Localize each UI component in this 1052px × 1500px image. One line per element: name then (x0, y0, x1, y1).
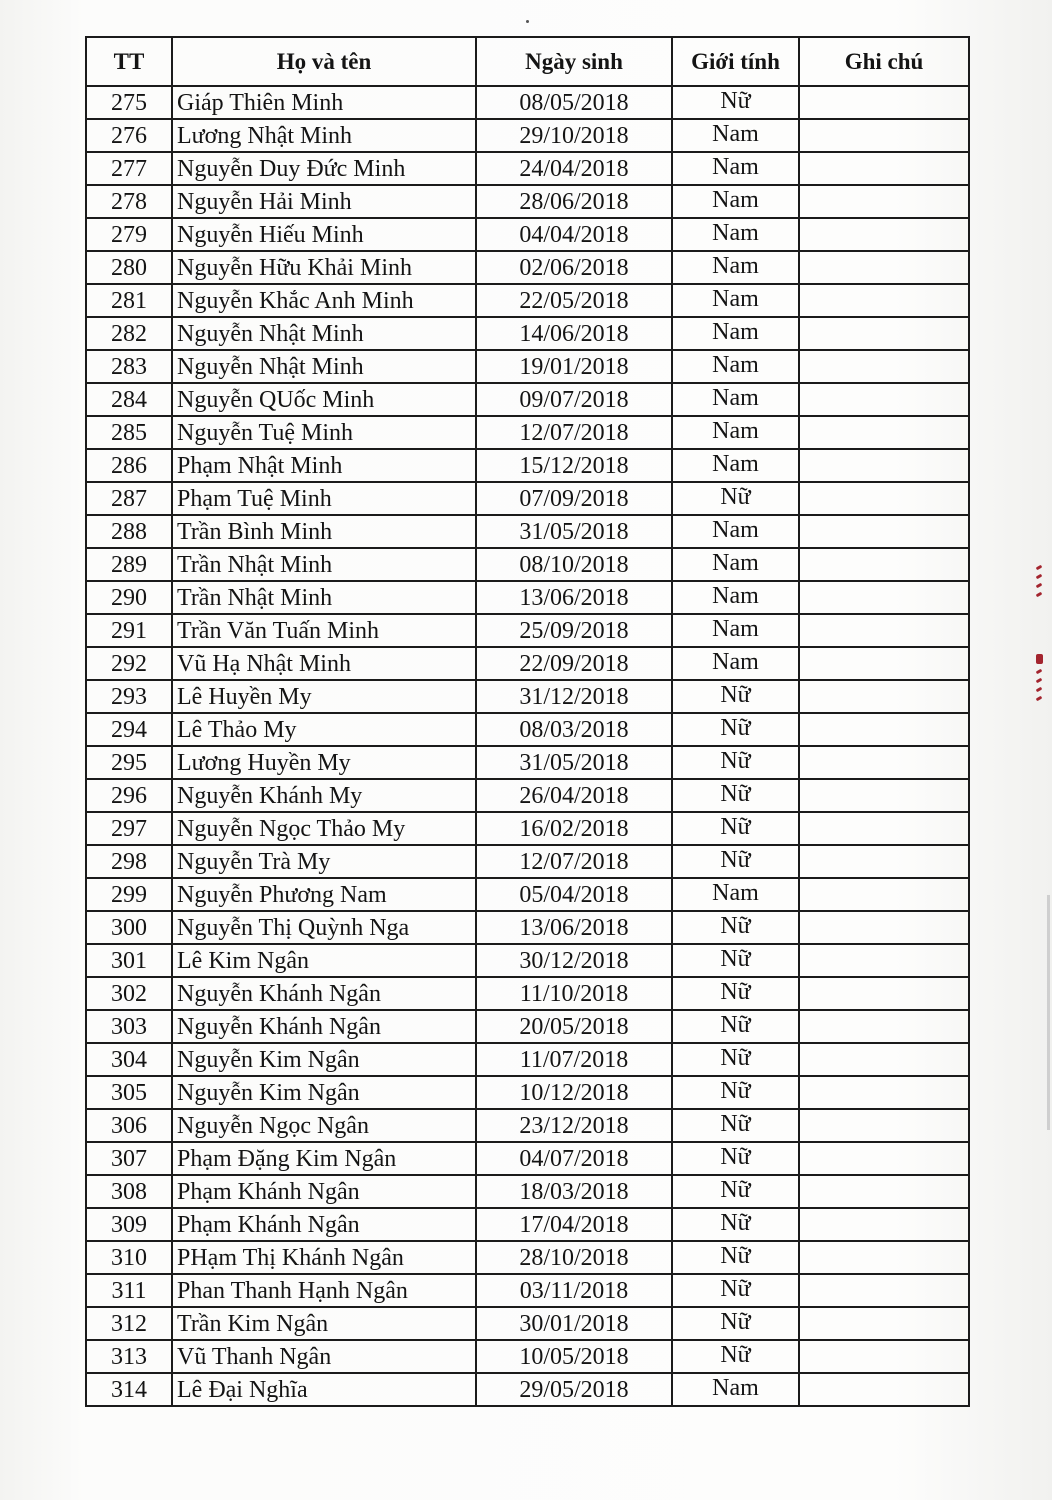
birth-date: 31/12/2018 (476, 680, 672, 713)
birth-date: 28/10/2018 (476, 1241, 672, 1274)
red-stamp-fragment-icon (1034, 648, 1044, 700)
header-note: Ghi chú (799, 37, 969, 86)
gender: Nữ (672, 1340, 799, 1373)
gender: Nữ (672, 680, 799, 713)
note-cell (799, 1274, 969, 1307)
gender: Nam (672, 449, 799, 482)
birth-date: 13/06/2018 (476, 581, 672, 614)
student-name: Nguyễn Hiếu Minh (172, 218, 476, 251)
birth-date: 02/06/2018 (476, 251, 672, 284)
gender: Nữ (672, 1142, 799, 1175)
row-number: 276 (86, 119, 172, 152)
row-number: 296 (86, 779, 172, 812)
note-cell (799, 878, 969, 911)
birth-date: 13/06/2018 (476, 911, 672, 944)
gender: Nam (672, 614, 799, 647)
gender: Nam (672, 218, 799, 251)
note-cell (799, 812, 969, 845)
student-name: Nguyễn QUốc Minh (172, 383, 476, 416)
table-row (86, 1340, 969, 1373)
gender: Nam (672, 647, 799, 680)
header-sex: Giới tính (672, 37, 799, 86)
gender: Nam (672, 119, 799, 152)
page-edge-shadow (1047, 895, 1050, 1130)
birth-date: 08/03/2018 (476, 713, 672, 746)
student-name: Nguyễn Tuệ Minh (172, 416, 476, 449)
table-row (86, 1175, 969, 1208)
gender: Nữ (672, 746, 799, 779)
gender: Nam (672, 515, 799, 548)
row-number: 300 (86, 911, 172, 944)
gender: Nữ (672, 911, 799, 944)
note-cell (799, 317, 969, 350)
row-number: 287 (86, 482, 172, 515)
birth-date: 16/02/2018 (476, 812, 672, 845)
student-name: Nguyễn Thị Quỳnh Nga (172, 911, 476, 944)
red-stamp-fragment-icon (1034, 560, 1044, 596)
student-name: Nguyễn Khánh My (172, 779, 476, 812)
note-cell (799, 86, 969, 119)
student-name: Trần Bình Minh (172, 515, 476, 548)
row-number: 284 (86, 383, 172, 416)
table-row (86, 1109, 969, 1142)
birth-date: 29/05/2018 (476, 1373, 672, 1406)
note-cell (799, 647, 969, 680)
note-cell (799, 350, 969, 383)
note-cell (799, 1142, 969, 1175)
row-number: 305 (86, 1076, 172, 1109)
table-row (86, 416, 969, 449)
row-number: 314 (86, 1373, 172, 1406)
row-number: 277 (86, 152, 172, 185)
row-number: 295 (86, 746, 172, 779)
birth-date: 29/10/2018 (476, 119, 672, 152)
gender: Nam (672, 1373, 799, 1406)
table-row (86, 845, 969, 878)
note-cell (799, 1076, 969, 1109)
note-cell (799, 1043, 969, 1076)
table-row (86, 581, 969, 614)
gender: Nữ (672, 812, 799, 845)
row-number: 308 (86, 1175, 172, 1208)
table-row (86, 86, 969, 119)
table-row (86, 812, 969, 845)
student-name: Lê Thảo My (172, 713, 476, 746)
birth-date: 12/07/2018 (476, 845, 672, 878)
birth-date: 10/05/2018 (476, 1340, 672, 1373)
birth-date: 09/07/2018 (476, 383, 672, 416)
header-dob: Ngày sinh (476, 37, 672, 86)
student-name: Nguyễn Nhật Minh (172, 350, 476, 383)
gender: Nữ (672, 1076, 799, 1109)
table-row (86, 218, 969, 251)
row-number: 297 (86, 812, 172, 845)
student-name: PHạm Thị Khánh Ngân (172, 1241, 476, 1274)
table-row (86, 1373, 969, 1406)
birth-date: 04/04/2018 (476, 218, 672, 251)
student-name: Nguyễn Phương Nam (172, 878, 476, 911)
header-tt: TT (86, 37, 172, 86)
row-number: 291 (86, 614, 172, 647)
birth-date: 28/06/2018 (476, 185, 672, 218)
gender: Nam (672, 284, 799, 317)
note-cell (799, 119, 969, 152)
student-name: Phạm Tuệ Minh (172, 482, 476, 515)
student-name: Lê Huyền My (172, 680, 476, 713)
gender: Nam (672, 416, 799, 449)
table-row (86, 449, 969, 482)
table-row (86, 911, 969, 944)
note-cell (799, 977, 969, 1010)
gender: Nữ (672, 944, 799, 977)
note-cell (799, 284, 969, 317)
table-row (86, 1010, 969, 1043)
note-cell (799, 416, 969, 449)
gender: Nam (672, 152, 799, 185)
table-row (86, 779, 969, 812)
note-cell (799, 845, 969, 878)
table-row (86, 1076, 969, 1109)
row-number: 282 (86, 317, 172, 350)
row-number: 285 (86, 416, 172, 449)
row-number: 312 (86, 1307, 172, 1340)
row-number: 281 (86, 284, 172, 317)
gender: Nam (672, 185, 799, 218)
row-number: 310 (86, 1241, 172, 1274)
row-number: 290 (86, 581, 172, 614)
table-row (86, 317, 969, 350)
note-cell (799, 944, 969, 977)
table-row (86, 548, 969, 581)
table-row (86, 1208, 969, 1241)
gender: Nam (672, 251, 799, 284)
note-cell (799, 218, 969, 251)
student-name: Nguyễn Khánh Ngân (172, 977, 476, 1010)
birth-date: 30/01/2018 (476, 1307, 672, 1340)
row-number: 278 (86, 185, 172, 218)
table-row (86, 119, 969, 152)
row-number: 298 (86, 845, 172, 878)
table-body (86, 86, 969, 1406)
gender: Nữ (672, 1175, 799, 1208)
note-cell (799, 251, 969, 284)
note-cell (799, 581, 969, 614)
table-row (86, 1043, 969, 1076)
student-name: Nguyễn Hải Minh (172, 185, 476, 218)
table-row (86, 152, 969, 185)
gender: Nam (672, 383, 799, 416)
note-cell (799, 1208, 969, 1241)
row-number: 275 (86, 86, 172, 119)
table-row (86, 944, 969, 977)
student-name: Nguyễn Duy Đức Minh (172, 152, 476, 185)
student-name: Trần Văn Tuấn Minh (172, 614, 476, 647)
gender: Nữ (672, 482, 799, 515)
birth-date: 18/03/2018 (476, 1175, 672, 1208)
student-name: Trần Nhật Minh (172, 581, 476, 614)
note-cell (799, 185, 969, 218)
note-cell (799, 515, 969, 548)
gender: Nữ (672, 1241, 799, 1274)
gender: Nữ (672, 779, 799, 812)
birth-date: 03/11/2018 (476, 1274, 672, 1307)
row-number: 307 (86, 1142, 172, 1175)
gender: Nam (672, 350, 799, 383)
table-row (86, 515, 969, 548)
student-name: Phạm Khánh Ngân (172, 1208, 476, 1241)
birth-date: 31/05/2018 (476, 515, 672, 548)
birth-date: 24/04/2018 (476, 152, 672, 185)
birth-date: 10/12/2018 (476, 1076, 672, 1109)
table-row (86, 614, 969, 647)
table-row (86, 713, 969, 746)
student-list-table (85, 36, 970, 1407)
student-name: Phan Thanh Hạnh Ngân (172, 1274, 476, 1307)
student-name: Giáp Thiên Minh (172, 86, 476, 119)
student-name: Nguyễn Kim Ngân (172, 1076, 476, 1109)
table-row (86, 284, 969, 317)
table-row (86, 647, 969, 680)
student-name: Nguyễn Kim Ngân (172, 1043, 476, 1076)
note-cell (799, 1109, 969, 1142)
table-row (86, 977, 969, 1010)
student-name: Phạm Khánh Ngân (172, 1175, 476, 1208)
birth-date: 20/05/2018 (476, 1010, 672, 1043)
student-name: Nguyễn Hữu Khải Minh (172, 251, 476, 284)
student-name: Phạm Nhật Minh (172, 449, 476, 482)
birth-date: 11/10/2018 (476, 977, 672, 1010)
birth-date: 08/05/2018 (476, 86, 672, 119)
row-number: 313 (86, 1340, 172, 1373)
header-name: Họ và tên (172, 37, 476, 86)
row-number: 292 (86, 647, 172, 680)
row-number: 309 (86, 1208, 172, 1241)
gender: Nữ (672, 1274, 799, 1307)
birth-date: 26/04/2018 (476, 779, 672, 812)
birth-date: 05/04/2018 (476, 878, 672, 911)
note-cell (799, 1307, 969, 1340)
note-cell (799, 713, 969, 746)
row-number: 294 (86, 713, 172, 746)
row-number: 289 (86, 548, 172, 581)
row-number: 311 (86, 1274, 172, 1307)
birth-date: 31/05/2018 (476, 746, 672, 779)
birth-date: 22/05/2018 (476, 284, 672, 317)
table-row (86, 680, 969, 713)
student-name: Nguyễn Nhật Minh (172, 317, 476, 350)
birth-date: 15/12/2018 (476, 449, 672, 482)
table-row (86, 482, 969, 515)
note-cell (799, 680, 969, 713)
student-name: Trần Nhật Minh (172, 548, 476, 581)
note-cell (799, 1241, 969, 1274)
table-row (86, 878, 969, 911)
gender: Nam (672, 317, 799, 350)
row-number: 280 (86, 251, 172, 284)
gender: Nữ (672, 1109, 799, 1142)
birth-date: 17/04/2018 (476, 1208, 672, 1241)
note-cell (799, 449, 969, 482)
gender: Nữ (672, 713, 799, 746)
student-name: Nguyễn Khánh Ngân (172, 1010, 476, 1043)
row-number: 286 (86, 449, 172, 482)
table-row (86, 1241, 969, 1274)
table-row (86, 1274, 969, 1307)
gender: Nữ (672, 1043, 799, 1076)
row-number: 299 (86, 878, 172, 911)
gender: Nam (672, 878, 799, 911)
gender: Nữ (672, 977, 799, 1010)
birth-date: 30/12/2018 (476, 944, 672, 977)
gender: Nữ (672, 1307, 799, 1340)
gender: Nam (672, 548, 799, 581)
table-header-row (86, 37, 969, 86)
birth-date: 23/12/2018 (476, 1109, 672, 1142)
note-cell (799, 614, 969, 647)
gender: Nữ (672, 845, 799, 878)
student-name: Lê Kim Ngân (172, 944, 476, 977)
note-cell (799, 1373, 969, 1406)
student-name: Phạm Đặng Kim Ngân (172, 1142, 476, 1175)
student-name: Nguyễn Ngọc Thảo My (172, 812, 476, 845)
birth-date: 19/01/2018 (476, 350, 672, 383)
birth-date: 14/06/2018 (476, 317, 672, 350)
row-number: 301 (86, 944, 172, 977)
table-row (86, 746, 969, 779)
birth-date: 25/09/2018 (476, 614, 672, 647)
table-row (86, 185, 969, 218)
note-cell (799, 779, 969, 812)
student-name: Nguyễn Ngọc Ngân (172, 1109, 476, 1142)
birth-date: 08/10/2018 (476, 548, 672, 581)
table-row (86, 1307, 969, 1340)
row-number: 293 (86, 680, 172, 713)
table-row (86, 1142, 969, 1175)
student-name: Lương Huyền My (172, 746, 476, 779)
row-number: 302 (86, 977, 172, 1010)
note-cell (799, 152, 969, 185)
gender: Nữ (672, 86, 799, 119)
speck (526, 20, 529, 23)
gender: Nữ (672, 1010, 799, 1043)
note-cell (799, 911, 969, 944)
note-cell (799, 746, 969, 779)
row-number: 303 (86, 1010, 172, 1043)
note-cell (799, 1340, 969, 1373)
student-name: Lê Đại Nghĩa (172, 1373, 476, 1406)
gender: Nam (672, 581, 799, 614)
note-cell (799, 1175, 969, 1208)
row-number: 304 (86, 1043, 172, 1076)
student-name: Nguyễn Khắc Anh Minh (172, 284, 476, 317)
row-number: 288 (86, 515, 172, 548)
student-name: Lương Nhật Minh (172, 119, 476, 152)
row-number: 283 (86, 350, 172, 383)
note-cell (799, 548, 969, 581)
student-name: Nguyễn Trà My (172, 845, 476, 878)
table-row (86, 251, 969, 284)
student-name: Vũ Hạ Nhật Minh (172, 647, 476, 680)
birth-date: 04/07/2018 (476, 1142, 672, 1175)
birth-date: 12/07/2018 (476, 416, 672, 449)
row-number: 279 (86, 218, 172, 251)
student-name: Trần Kim Ngân (172, 1307, 476, 1340)
note-cell (799, 482, 969, 515)
note-cell (799, 383, 969, 416)
gender: Nữ (672, 1208, 799, 1241)
student-name: Vũ Thanh Ngân (172, 1340, 476, 1373)
birth-date: 07/09/2018 (476, 482, 672, 515)
note-cell (799, 1010, 969, 1043)
birth-date: 22/09/2018 (476, 647, 672, 680)
birth-date: 11/07/2018 (476, 1043, 672, 1076)
row-number: 306 (86, 1109, 172, 1142)
table-row (86, 383, 969, 416)
table-row (86, 350, 969, 383)
